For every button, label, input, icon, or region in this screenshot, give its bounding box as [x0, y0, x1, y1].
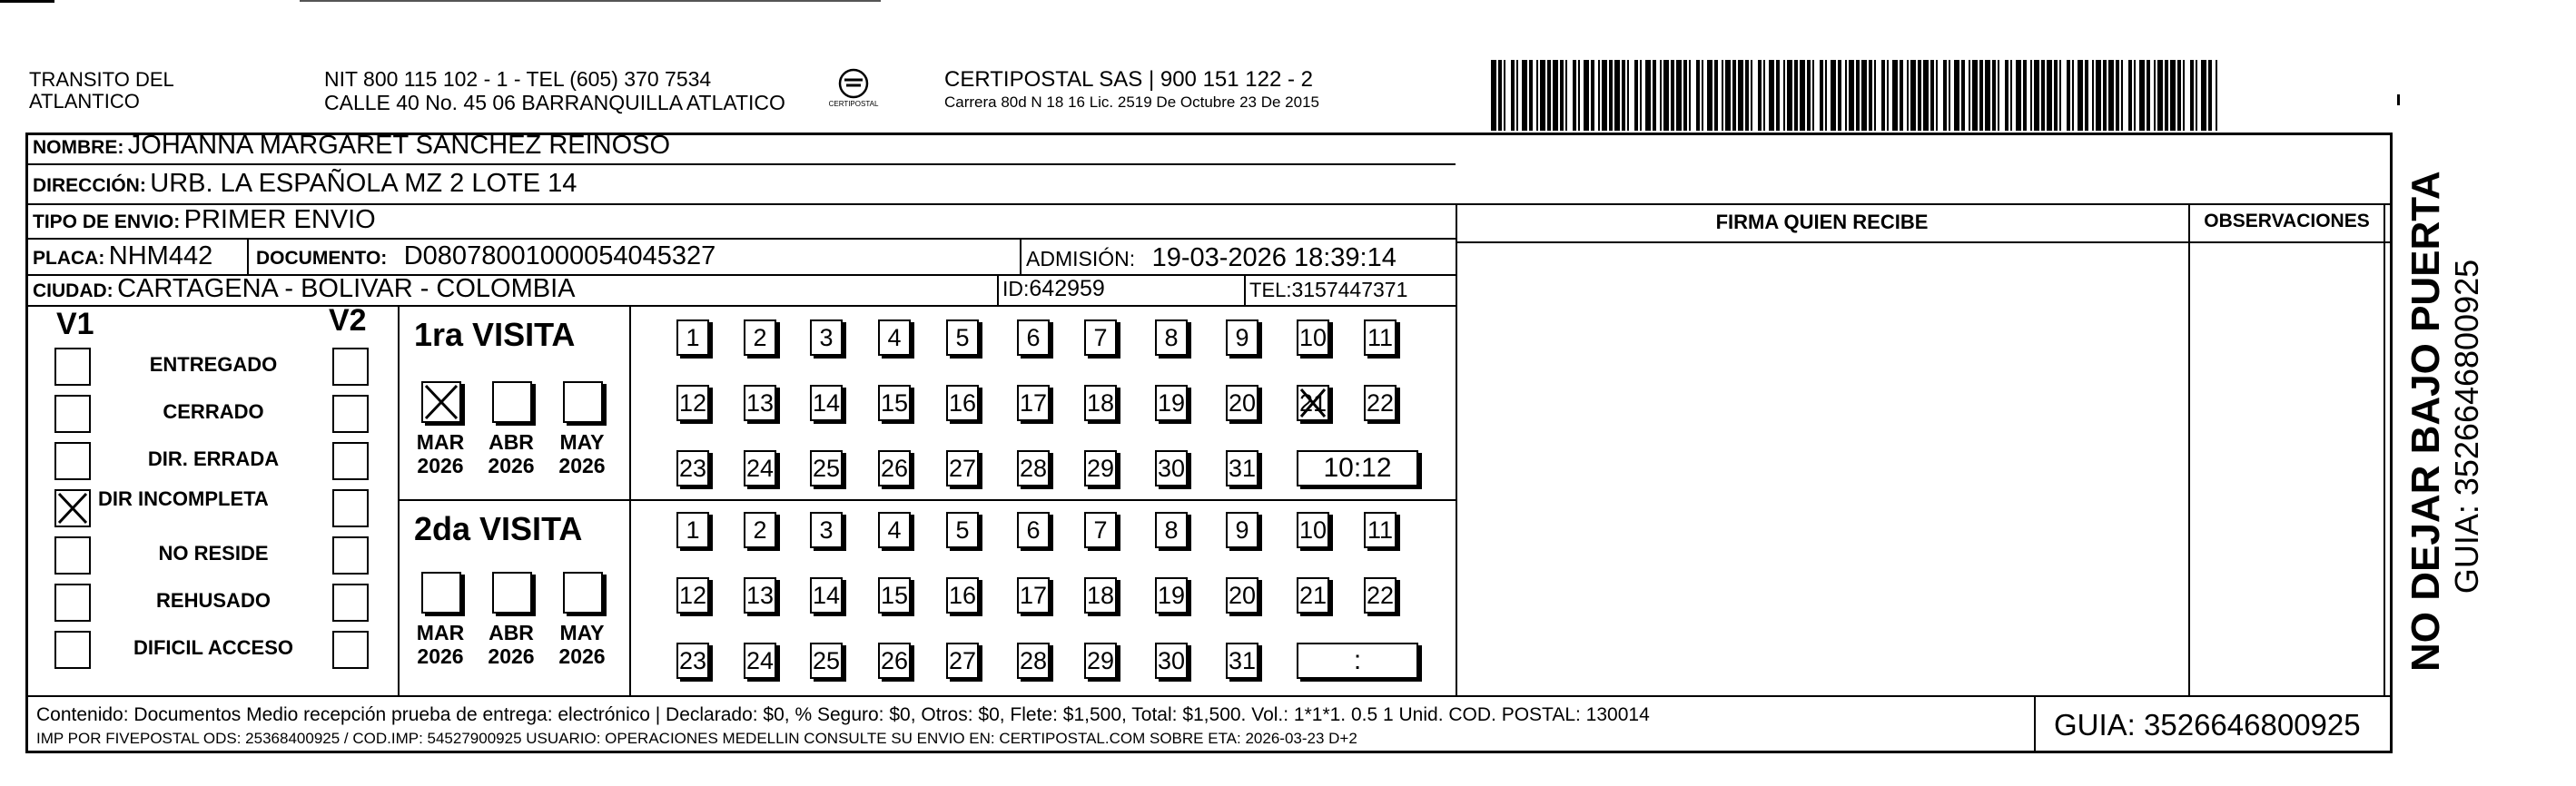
- barcode-bar: [2208, 60, 2212, 131]
- ciudad-cell: [33, 274, 576, 304]
- barcode-bar: [1918, 60, 1921, 131]
- barcode-bar: [1776, 60, 1780, 131]
- visit1-day[interactable]: 12: [676, 385, 709, 421]
- barcode-bar: [1732, 60, 1736, 131]
- barcode-bar: [1602, 60, 1607, 131]
- v2-checkbox[interactable]: [332, 631, 369, 669]
- admision-value: 19-03-2026 18:39:14: [1151, 243, 1397, 272]
- visit1-day[interactable]: 3: [810, 319, 843, 356]
- barcode-bar: [2030, 60, 2032, 131]
- top-scan-mark: [300, 0, 881, 2]
- barcode-bar: [1998, 60, 1999, 131]
- barcode-bar: [1553, 60, 1558, 131]
- visit2-day[interactable]: 25: [810, 643, 843, 679]
- visit2-month-year: 2026: [558, 644, 606, 668]
- direccion-row: [33, 169, 577, 199]
- visit2-day[interactable]: 29: [1084, 643, 1117, 679]
- barcode-bar: [1738, 60, 1743, 131]
- visit1-month-checkbox[interactable]: [421, 381, 461, 423]
- visit2-day[interactable]: 5: [946, 512, 979, 548]
- firma-label: FIRMA QUIEN RECIBE: [1715, 211, 1929, 233]
- barcode-bar: [2201, 60, 2206, 131]
- visit2-month-year: 2026: [417, 644, 464, 668]
- footer-line2: IMP POR FIVEPOSTAL ODS: 25368400925 / COD.IMP: 54527900925 USUARIO: OPERACIONES MEDELLIN CONSULTE SU ENVIO EN: CERTIPOSTAL.COM SOBRE ETA: 2026-03-23 D+2: [36, 730, 1357, 747]
- barcode-bar: [1972, 60, 1978, 131]
- barcode-bar: [1622, 60, 1625, 131]
- visit1-day[interactable]: 5: [946, 319, 979, 356]
- visit2-day[interactable]: 12: [676, 577, 709, 614]
- visit1-day[interactable]: 30: [1155, 450, 1188, 486]
- barcode-bar: [1540, 60, 1545, 131]
- ciudad-label: CIUDAD:: [33, 280, 114, 301]
- barcode-bar: [1634, 60, 1638, 131]
- v1-checkbox[interactable]: [54, 395, 91, 433]
- visit1-month-label: ABR: [489, 430, 534, 454]
- v2-label: V2: [329, 303, 367, 338]
- barcode-bar: [2190, 60, 2194, 131]
- barcode-bar: [1812, 60, 1814, 131]
- barcode-bar: [1529, 60, 1533, 131]
- documento-value: D08078001000054045327: [403, 241, 716, 270]
- visit1-day[interactable]: 27: [946, 450, 979, 486]
- footer-line1: Contenido: Documentos Medio recepción prueba de entrega: electrónico | Declarado: $0, % Seguro: $0, Otros: $0, Flete: $1,500, Total: $1,500. Vol.: 1*1*1. 0.5 1 Unid. COD. POSTAL: 130014: [36, 704, 1650, 725]
- barcode-bar: [2047, 60, 2052, 131]
- barcode-bar: [1640, 60, 1642, 131]
- barcode-bar: [1516, 60, 1518, 131]
- observaciones-label: OBSERVACIONES: [2204, 211, 2370, 231]
- barcode-bar: [1881, 60, 1885, 131]
- v2-checkbox[interactable]: [332, 489, 369, 527]
- barcode-bar: [2041, 60, 2045, 131]
- barcode-bar: [2154, 60, 2156, 131]
- visit1-day[interactable]: 29: [1084, 450, 1117, 486]
- visit1-day[interactable]: 26: [878, 450, 911, 486]
- issuer-name: [29, 69, 174, 113]
- barcode-bar: [2005, 60, 2008, 131]
- visit2-day[interactable]: 10: [1297, 512, 1329, 548]
- barcode-bar: [2059, 60, 2061, 131]
- status-option-label: ENTREGADO: [149, 353, 278, 376]
- barcode-bar: [2134, 60, 2136, 131]
- visit2-day[interactable]: 18: [1084, 577, 1117, 614]
- visit1-month-year: 2026: [558, 454, 606, 477]
- barcode-bar: [1591, 60, 1594, 131]
- barcode-bar: [1498, 60, 1502, 131]
- visit1-day[interactable]: 10: [1297, 319, 1329, 356]
- checkmark-x-icon: [423, 383, 459, 421]
- barcode-bar: [2023, 60, 2027, 131]
- barcode-bar: [2054, 60, 2058, 131]
- tel-value: 3157447371: [1291, 278, 1408, 301]
- barcode-bar: [1751, 60, 1752, 131]
- visit1-month-year: 2026: [488, 454, 535, 477]
- visit1-title: 1ra VISITA: [414, 316, 576, 353]
- courier-logo: [826, 67, 881, 113]
- barcode-bar: [2085, 60, 2088, 131]
- barcode-bar: [1573, 60, 1576, 131]
- visit2-day[interactable]: 16: [946, 577, 979, 614]
- barcode-bar: [1725, 60, 1731, 131]
- barcode-bar: [1961, 60, 1965, 131]
- side-guia: GUIA: 3526646800925: [2448, 259, 2485, 594]
- barcode-bar: [1825, 60, 1827, 131]
- visit2-day[interactable]: 8: [1155, 512, 1188, 548]
- courier-logo-text: CERTIPOSTAL: [828, 100, 879, 108]
- barcode-bar: [1783, 60, 1785, 131]
- barcode-bar: [1614, 60, 1620, 131]
- visit2-day[interactable]: 26: [878, 643, 911, 679]
- barcode-bar: [1758, 60, 1762, 131]
- barcode-bar: [1969, 60, 1970, 131]
- visit2-day[interactable]: 6: [1017, 512, 1050, 548]
- documento-cell: [256, 241, 716, 271]
- barcode-bar: [1874, 60, 1876, 131]
- barcode-bar: [1547, 60, 1551, 131]
- barcode-bar: [1943, 60, 1947, 131]
- v1-checkbox[interactable]: [54, 442, 91, 480]
- barcode-bar: [1565, 60, 1567, 131]
- v1-checkbox[interactable]: [54, 348, 91, 386]
- status-option-label: NO RESIDE: [158, 542, 269, 565]
- barcode-bar: [1627, 60, 1629, 131]
- barcode-bar: [1861, 60, 1867, 131]
- barcode-bar: [1849, 60, 1854, 131]
- visit1-day[interactable]: 21: [1297, 385, 1329, 421]
- courier-info: [944, 67, 1319, 113]
- barcode-bar: [1671, 60, 1674, 131]
- courier-name: CERTIPOSTAL SAS | 900 151 122 - 2: [944, 67, 1313, 92]
- placa-value: NHM442: [108, 241, 213, 270]
- side-notice: [2404, 127, 2486, 672]
- footer-guia-divider: [2034, 695, 2036, 753]
- barcode-bar: [2165, 60, 2168, 131]
- barcode-bar: [1663, 60, 1669, 131]
- barcode-bar: [1560, 60, 1564, 131]
- barcode-bar: [1910, 60, 1916, 131]
- visit2-day[interactable]: 24: [744, 643, 776, 679]
- footer-guia: GUIA: 3526646800925: [2054, 708, 2361, 742]
- barcode-bar: [2216, 60, 2217, 131]
- barcode-bar: [1763, 60, 1765, 131]
- barcode-bar: [1511, 60, 1515, 131]
- visit1-day[interactable]: 11: [1364, 319, 1397, 356]
- visit1-day[interactable]: 7: [1084, 319, 1117, 356]
- visit2-day[interactable]: 13: [744, 577, 776, 614]
- barcode-bar: [1578, 60, 1580, 131]
- barcode-bar: [2170, 60, 2176, 131]
- visit1-day[interactable]: 15: [878, 385, 911, 421]
- barcode-bar: [1949, 60, 1950, 131]
- barcode-bar: [1660, 60, 1662, 131]
- visit2-day[interactable]: 15: [878, 577, 911, 614]
- visit1-day[interactable]: 17: [1017, 385, 1050, 421]
- visit1-day[interactable]: 18: [1084, 385, 1117, 421]
- barcode-bar: [1887, 60, 1889, 131]
- v1-checkbox[interactable]: [54, 489, 91, 527]
- footer-divider: [25, 695, 2393, 697]
- visit2-day[interactable]: 23: [676, 643, 709, 679]
- visit1-day[interactable]: 19: [1155, 385, 1188, 421]
- visit1-day[interactable]: 13: [744, 385, 776, 421]
- observaciones-area[interactable]: [2191, 243, 2382, 693]
- barcode-bar: [2067, 60, 2070, 131]
- visit2-day[interactable]: 30: [1155, 643, 1188, 679]
- visit2-day[interactable]: 21: [1297, 577, 1329, 614]
- issuer-line2: ATLANTICO: [29, 90, 140, 113]
- visit2-time-box[interactable]: :: [1297, 643, 1418, 679]
- visit2-month-label: ABR: [489, 621, 534, 644]
- visit2-day[interactable]: 28: [1017, 643, 1050, 679]
- nit-line: NIT 800 115 102 - 1 - TEL (605) 370 7534: [324, 67, 712, 91]
- tel-label: TEL:: [1249, 279, 1292, 301]
- barcode-bar: [1923, 60, 1929, 131]
- barcode-bar: [2092, 60, 2094, 131]
- barcode-bar: [1702, 60, 1703, 131]
- barcode-bar: [2196, 60, 2197, 131]
- visit1-day[interactable]: 16: [946, 385, 979, 421]
- visit2-title: 2da VISITA: [414, 510, 583, 547]
- direccion-label: DIRECCIÓN:: [33, 175, 146, 196]
- barcode-bar: [2147, 60, 2150, 131]
- status-option-label: DIR. ERRADA: [147, 447, 280, 470]
- visit1-day[interactable]: 14: [810, 385, 843, 421]
- v2-checkbox[interactable]: [332, 395, 369, 433]
- visit2-day[interactable]: 2: [744, 512, 776, 548]
- barcode-bar: [1992, 60, 1996, 131]
- barcode-bar: [1892, 60, 1898, 131]
- barcode-bar: [1869, 60, 1872, 131]
- firma-area[interactable]: [1458, 243, 2186, 693]
- barcode-bar: [2010, 60, 2012, 131]
- admision-cell: [1026, 243, 1397, 273]
- visit2-month-checkbox[interactable]: [563, 572, 603, 614]
- barcode-bar: [1584, 60, 1589, 131]
- barcode-bar: [2078, 60, 2083, 131]
- v1-label: V1: [56, 307, 94, 341]
- barcode-bar: [1787, 60, 1792, 131]
- visit1-month-checkbox[interactable]: [563, 381, 603, 423]
- barcode-bar: [2096, 60, 2101, 131]
- checkmark-x-icon: [1298, 387, 1327, 419]
- barcode-bar: [2072, 60, 2074, 131]
- barcode-bar: [1794, 60, 1798, 131]
- barcode-bar: [1831, 60, 1836, 131]
- visit1-day[interactable]: 28: [1017, 450, 1050, 486]
- v2-checkbox[interactable]: [332, 348, 369, 386]
- admision-label: ADMISIÓN:: [1026, 247, 1136, 270]
- barcode-bar: [1536, 60, 1538, 131]
- barcode-bar: [1930, 60, 1934, 131]
- visit2-month-checkbox[interactable]: [492, 572, 532, 614]
- barcode-bar: [1838, 60, 1841, 131]
- status-option-label: CERRADO: [163, 400, 264, 423]
- visit2-day[interactable]: 27: [946, 643, 979, 679]
- barcode-bar: [1609, 60, 1613, 131]
- barcode-bar: [1769, 60, 1774, 131]
- visit2-day[interactable]: 4: [878, 512, 911, 548]
- id-cell: [1002, 276, 1105, 302]
- visit1-day[interactable]: 23: [676, 450, 709, 486]
- tel-cell: [1249, 278, 1407, 302]
- tipo-value: PRIMER ENVIO: [183, 205, 376, 234]
- visit2-month-label: MAY: [559, 621, 605, 644]
- barcode: [1491, 60, 2217, 131]
- visit2-day[interactable]: 17: [1017, 577, 1050, 614]
- barcode-bar: [1907, 60, 1909, 131]
- barcode-bar: [1807, 60, 1811, 131]
- visit1-day[interactable]: 24: [744, 450, 776, 486]
- barcode-bar: [1645, 60, 1651, 131]
- checkmark-x-icon: [56, 491, 89, 526]
- visit1-day[interactable]: 31: [1226, 450, 1258, 486]
- visit1-month-year: 2026: [417, 454, 464, 477]
- issuer-line1: TRANSITO DEL: [29, 68, 174, 91]
- status-option-label: DIFICIL ACCESO: [133, 636, 293, 659]
- barcode-bar: [1985, 60, 1990, 131]
- barcode-bar: [1653, 60, 1656, 131]
- barcode-bar: [1745, 60, 1749, 131]
- barcode-bar: [2016, 60, 2021, 131]
- barcode-bar: [2034, 60, 2039, 131]
- ciudad-value: CARTAGENA - BOLIVAR - COLOMBIA: [117, 274, 576, 303]
- visit2-day[interactable]: 20: [1226, 577, 1258, 614]
- visit2-month-checkbox[interactable]: [421, 572, 461, 614]
- v1-checkbox[interactable]: [54, 584, 91, 622]
- visit2-day[interactable]: 3: [810, 512, 843, 548]
- visit2-day[interactable]: 11: [1364, 512, 1397, 548]
- placa-label: PLACA:: [33, 248, 105, 269]
- barcode-bar: [2183, 60, 2185, 131]
- visit2-day[interactable]: 9: [1226, 512, 1258, 548]
- status-option-label: DIR INCOMPLETA: [98, 487, 269, 510]
- barcode-bar: [1491, 60, 1496, 131]
- visit1-day[interactable]: 25: [810, 450, 843, 486]
- barcode-bar: [1900, 60, 1903, 131]
- visit1-month-checkbox[interactable]: [492, 381, 532, 423]
- v1-checkbox[interactable]: [54, 631, 91, 669]
- barcode-bar: [2103, 60, 2107, 131]
- barcode-bar: [2157, 60, 2163, 131]
- barcode-bar: [1683, 60, 1687, 131]
- issuer-contact: [324, 67, 785, 114]
- nombre-value: JOHANNA MARGARET SANCHEZ REINOSO: [127, 131, 671, 160]
- visit1-month-label: MAY: [559, 430, 605, 454]
- documento-label: DOCUMENTO:: [256, 248, 388, 269]
- barcode-bar: [1522, 60, 1527, 131]
- placa-cell: [33, 241, 212, 271]
- v2-checkbox[interactable]: [332, 584, 369, 622]
- barcode-bar: [2116, 60, 2119, 131]
- side-title: NO DEJAR BAJO PUERTA: [2403, 171, 2448, 672]
- nombre-label: NOMBRE:: [33, 137, 124, 158]
- visit2-day[interactable]: 19: [1155, 577, 1188, 614]
- barcode-bar: [1714, 60, 1718, 131]
- barcode-bar: [2128, 60, 2132, 131]
- visit2-month-label: MAR: [416, 621, 465, 644]
- v2-checkbox[interactable]: [332, 442, 369, 480]
- barcode-bar: [1979, 60, 1983, 131]
- barcode-bar: [1936, 60, 1938, 131]
- status-option-label: REHUSADO: [156, 589, 271, 612]
- courier-license: Carrera 80d N 18 16 Lic. 2519 De Octubre 23 De 2015: [944, 93, 1319, 111]
- tipo-row: [33, 205, 376, 235]
- barcode-bar: [1689, 60, 1691, 131]
- visit1-day[interactable]: 2: [744, 319, 776, 356]
- barcode-bar: [1845, 60, 1847, 131]
- visit1-day[interactable]: 9: [1226, 319, 1258, 356]
- visit2-month-year: 2026: [488, 644, 535, 668]
- barcode-bar: [1696, 60, 1700, 131]
- direccion-value: URB. LA ESPAÑOLA MZ 2 LOTE 14: [150, 169, 577, 198]
- barcode-bar: [1954, 60, 1959, 131]
- barcode-bar: [1800, 60, 1805, 131]
- visit1-month-label: MAR: [416, 430, 465, 454]
- barcode-bar: [2139, 60, 2145, 131]
- barcode-bar: [1504, 60, 1505, 131]
- visit1-time-box[interactable]: 10:12: [1297, 450, 1418, 486]
- barcode-tick: [2397, 94, 2400, 105]
- barcode-bar: [1707, 60, 1712, 131]
- visit2-day[interactable]: 1: [676, 512, 709, 548]
- visit1-day[interactable]: 1: [676, 319, 709, 356]
- visit2-day[interactable]: 14: [810, 577, 843, 614]
- visit1-day[interactable]: 22: [1364, 385, 1397, 421]
- barcode-bar: [1676, 60, 1682, 131]
- visit1-day[interactable]: 6: [1017, 319, 1050, 356]
- visit2-day[interactable]: 7: [1084, 512, 1117, 548]
- visit1-day[interactable]: 8: [1155, 319, 1188, 356]
- address-line: CALLE 40 No. 45 06 BARRANQUILLA ATLATICO: [324, 91, 785, 114]
- barcode-bar: [1598, 60, 1600, 131]
- barcode-bar: [1856, 60, 1860, 131]
- visit1-day[interactable]: 4: [878, 319, 911, 356]
- barcode-bar: [1820, 60, 1823, 131]
- barcode-bar: [2177, 60, 2181, 131]
- v2-checkbox[interactable]: [332, 536, 369, 575]
- visit2-day[interactable]: 22: [1364, 577, 1397, 614]
- tipo-label: TIPO DE ENVIO:: [33, 211, 181, 232]
- top-scan-mark: [0, 0, 54, 3]
- barcode-bar: [2121, 60, 2123, 131]
- v1-checkbox[interactable]: [54, 536, 91, 575]
- id-value: 642959: [1029, 276, 1105, 301]
- visit2-day[interactable]: 31: [1226, 643, 1258, 679]
- barcode-bar: [2108, 60, 2114, 131]
- nombre-row: [33, 131, 670, 161]
- barcode-bar: [1722, 60, 1723, 131]
- id-label: ID:: [1002, 277, 1030, 300]
- visit1-day[interactable]: 20: [1226, 385, 1258, 421]
